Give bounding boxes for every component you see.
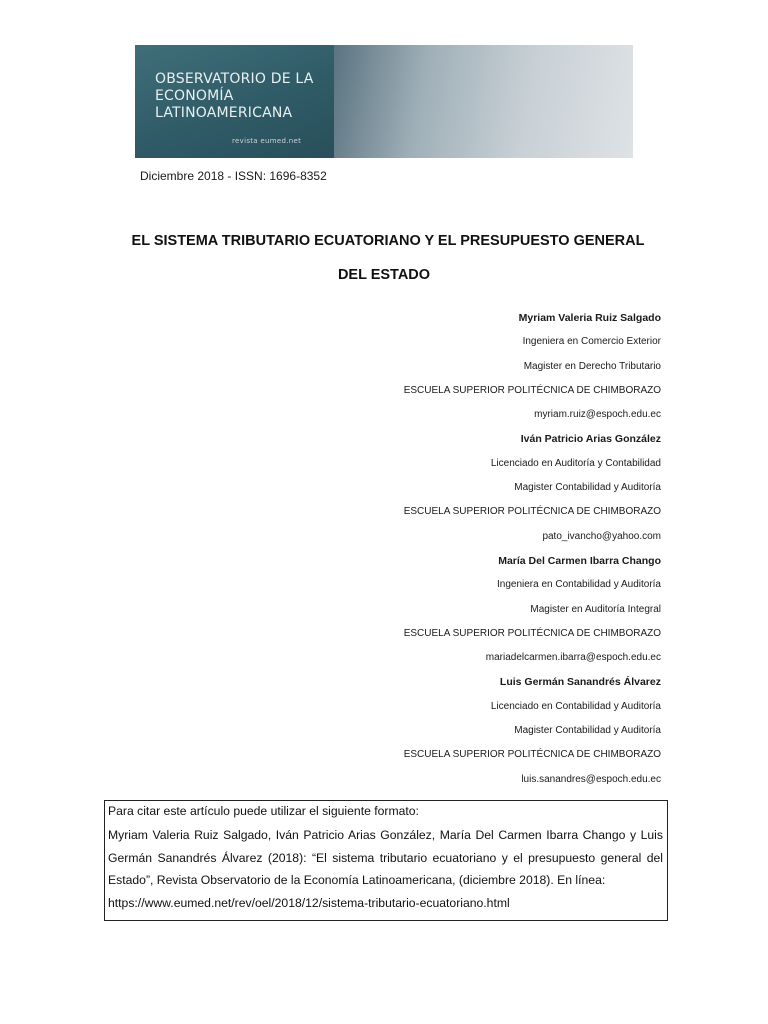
- citation-heading: Para citar este artículo puede utilizar el siguiente formato:: [108, 804, 419, 818]
- author-entry: [404, 554, 661, 675]
- author-entry: [404, 311, 661, 432]
- author-email: luis.sanandres@espoch.edu.ec: [521, 773, 661, 785]
- author-email: pato_ivancho@yahoo.com: [542, 530, 661, 542]
- author-institution: ESCUELA SUPERIOR POLITÉCNICA DE CHIMBORAZO: [403, 627, 661, 639]
- banner-title-line-3: LATINOAMERICANA: [155, 105, 293, 121]
- author-entry: [404, 675, 661, 796]
- banner-photo: [334, 45, 633, 158]
- author-degree: Licenciado en Contabilidad y Auditoría: [490, 700, 661, 712]
- banner-title: [155, 71, 330, 122]
- author-degree: Licenciado en Auditoría y Contabilidad: [490, 457, 661, 469]
- author-email: mariadelcarmen.ibarra@espoch.edu.ec: [485, 652, 661, 664]
- banner-subtitle: revista eumed.net: [232, 137, 302, 145]
- journal-banner: [135, 45, 633, 158]
- issue-date-issn: Diciembre 2018 - ISSN: 1696-8352: [140, 169, 327, 183]
- article-title-line-1: EL SISTEMA TRIBUTARIO ECUATORIANO Y EL PRESUPUESTO GENERAL: [131, 233, 645, 249]
- citation-text: Myriam Valeria Ruiz Salgado, Iván Patricio Arias González, María Del Carmen Ibarra Chango y Luis Germán Sanandrés Álvarez (2018): “El sistema tributario ecuatoriano y el presupuesto general del Estado”, Revista Observatorio de la Economía Latinoamericana, (diciembre 2018). En línea:: [108, 828, 663, 887]
- author-institution: ESCUELA SUPERIOR POLITÉCNICA DE CHIMBORAZO: [403, 749, 661, 761]
- banner-title-line-1: OBSERVATORIO DE LA: [155, 71, 314, 87]
- author-degree: Magister Contabilidad y Auditoría: [514, 482, 661, 494]
- citation-url-link[interactable]: https://www.eumed.net/rev/oel/2018/12/sistema-tributario-ecuatoriano.html: [108, 895, 510, 910]
- author-name: Myriam Valeria Ruiz Salgado: [518, 312, 661, 324]
- author-degree: Magister en Derecho Tributario: [523, 360, 661, 372]
- article-title-line-2: DEL ESTADO: [337, 267, 431, 283]
- author-entry: [404, 432, 661, 553]
- author-degree: Ingeniera en Contabilidad y Auditoría: [496, 579, 661, 591]
- author-degree: Magister Contabilidad y Auditoría: [514, 725, 661, 737]
- citation-box: [104, 800, 668, 921]
- author-name: Iván Patricio Arias González: [520, 433, 661, 446]
- banner-title-panel: [135, 45, 334, 158]
- authors-block: [404, 311, 661, 797]
- author-degree: Magister en Auditoría Integral: [530, 603, 661, 615]
- author-degree: Ingeniera en Comercio Exterior: [522, 336, 661, 348]
- author-name: Luis Germán Sanandrés Álvarez: [499, 676, 661, 689]
- author-email: myriam.ruiz@espoch.edu.ec: [534, 409, 661, 421]
- banner-title-line-2: ECONOMÍA: [155, 88, 234, 104]
- author-institution: ESCUELA SUPERIOR POLITÉCNICA DE CHIMBORAZO: [403, 384, 661, 396]
- author-institution: ESCUELA SUPERIOR POLITÉCNICA DE CHIMBORAZO: [403, 506, 661, 518]
- author-name: María Del Carmen Ibarra Chango: [498, 554, 661, 567]
